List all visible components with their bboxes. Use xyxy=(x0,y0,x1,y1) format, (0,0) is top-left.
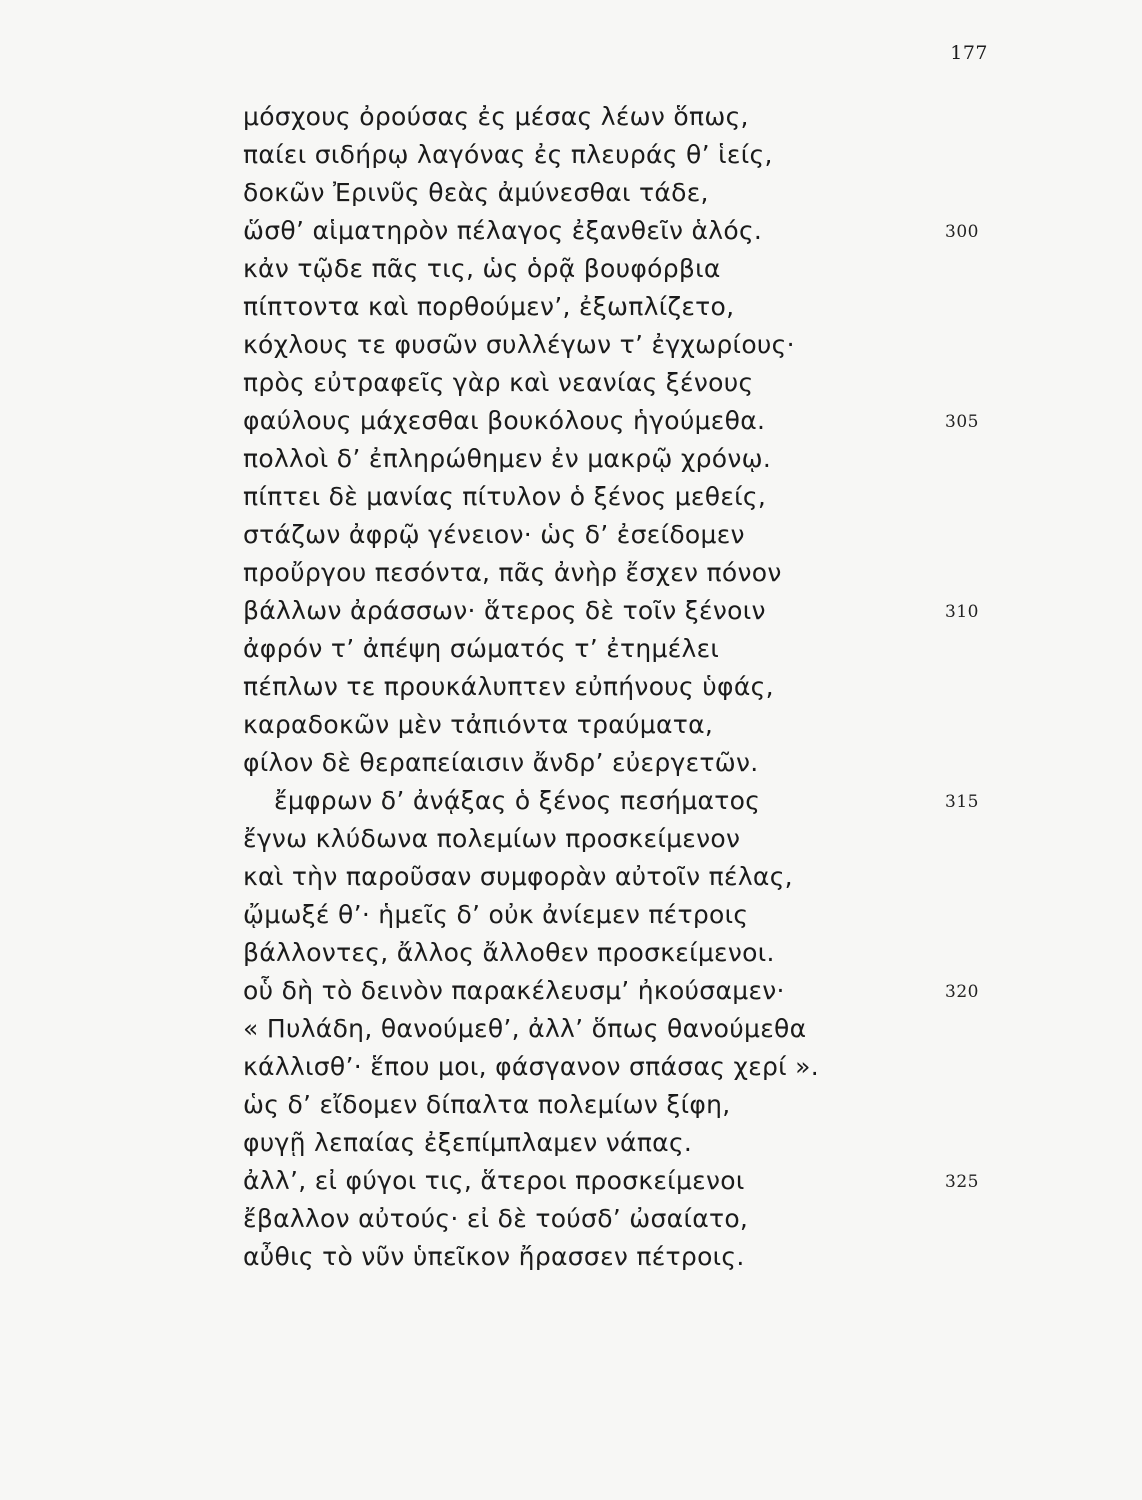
verse-line xyxy=(243,1124,923,1162)
verse-line xyxy=(243,744,923,782)
verse-line-text: προὔργου πεσόντα, πᾶς ἀνὴρ ἔσχεν πόνον xyxy=(243,558,782,587)
verse-line-text: φυγῇ λεπαίας ἐξεπίμπλαμεν νάπας. xyxy=(243,1128,693,1157)
line-number: 300 xyxy=(945,222,979,242)
verse-line-text: πέπλων τε προυκάλυπτεν εὐπήνους ὑφάς, xyxy=(243,672,774,701)
verse-line xyxy=(243,136,923,174)
verse-line xyxy=(243,1238,923,1276)
verse-line xyxy=(243,896,923,934)
verse-line-text: ἀλλ’, εἰ φύγοι τις, ἅτεροι προσκείμενοι xyxy=(243,1166,745,1195)
verse-line-text: ἔγνω κλύδωνα πολεμίων προσκείμενον xyxy=(243,824,741,853)
verse-line-text: δοκῶν Ἐρινῦς θεὰς ἀμύνεσθαι τάδε, xyxy=(243,178,709,207)
verse-line xyxy=(243,478,923,516)
verse-line xyxy=(243,250,923,288)
verse-line xyxy=(243,402,979,440)
line-number: 320 xyxy=(945,982,979,1002)
verse-line xyxy=(243,288,923,326)
verse-line-text: ὡς δ’ εἴδομεν δίπαλτα πολεμίων ξίφη, xyxy=(243,1090,731,1119)
verse-line xyxy=(243,516,923,554)
verse-line-text: βάλλων ἀράσσων· ἅτερος δὲ τοῖν ξένοιν xyxy=(243,596,766,625)
verse-line-text: ἀφρόν τ’ ἀπέψη σώματός τ’ ἐτημέλει xyxy=(243,634,720,663)
verse-line-text: βάλλοντες, ἄλλος ἄλλοθεν προσκείμενοι. xyxy=(243,938,775,967)
verse-line-text: κἀν τῷδε πᾶς τις, ὡς ὁρᾷ βουφόρβια xyxy=(243,254,721,283)
verse-line xyxy=(243,1200,923,1238)
verse-line-text: « Πυλάδη, θανούμεθ’, ἀλλ’ ὅπως θανούμεθα xyxy=(243,1014,807,1043)
verse-line xyxy=(243,1048,923,1086)
verse-line-text: πίπτει δὲ μανίας πίτυλον ὁ ξένος μεθείς, xyxy=(243,482,767,511)
line-number: 310 xyxy=(945,602,979,622)
verse-line xyxy=(243,1010,923,1048)
verse-line-text: πίπτοντα καὶ πορθούμεν’, ἐξωπλίζετο, xyxy=(243,292,735,321)
verse-line xyxy=(243,212,979,250)
line-number: 315 xyxy=(945,792,979,812)
verse-line xyxy=(243,592,979,630)
verse-line-text: καὶ τὴν παροῦσαν συμφορὰν αὐτοῖν πέλας, xyxy=(243,862,793,891)
verse-line-text: φαύλους μάχεσθαι βουκόλους ἡγούμεθα. xyxy=(243,406,766,435)
verse-line xyxy=(243,630,923,668)
verse-line-text: στάζων ἀφρῷ γένειον· ὡς δ’ ἐσείδομεν xyxy=(243,520,745,549)
verse-line-text: φίλον δὲ θεραπείαισιν ἄνδρ’ εὐεργετῶν. xyxy=(243,748,759,777)
verse-line-text: ὥσθ’ αἱματηρὸν πέλαγος ἐξανθεῖν ἁλός. xyxy=(243,216,763,245)
verse-text-block xyxy=(243,98,979,1276)
line-number: 325 xyxy=(945,1172,979,1192)
verse-line xyxy=(243,782,979,820)
verse-line xyxy=(243,440,923,478)
verse-line-text: κόχλους τε φυσῶν συλλέγων τ’ ἐγχωρίους· xyxy=(243,330,795,359)
verse-line-text: κάλλισθ’· ἕπου μοι, φάσγανον σπάσας χερί ». xyxy=(243,1052,820,1081)
verse-line xyxy=(243,326,923,364)
verse-line-text: πολλοὶ δ’ ἐπληρώθημεν ἐν μακρῷ χρόνῳ. xyxy=(243,444,772,473)
line-number: 305 xyxy=(945,412,979,432)
verse-line-text: παίει σιδήρῳ λαγόνας ἐς πλευράς θ’ ἱείς, xyxy=(243,140,773,169)
verse-line-text: ἔβαλλον αὐτούς· εἰ δὲ τούσδ’ ὠσαίατο, xyxy=(243,1204,749,1233)
verse-line-text: μόσχους ὀρούσας ἐς μέσας λέων ὅπως, xyxy=(243,102,749,131)
page-number: 177 xyxy=(950,42,988,64)
verse-line xyxy=(243,364,923,402)
verse-line xyxy=(243,706,923,744)
verse-line xyxy=(243,858,923,896)
verse-line xyxy=(243,934,923,972)
verse-line-text: οὗ δὴ τὸ δεινὸν παρακέλευσμ’ ἠκούσαμεν· xyxy=(243,976,785,1005)
verse-line xyxy=(243,668,923,706)
verse-line-text: αὖθις τὸ νῦν ὑπεῖκον ἤρασσεν πέτροις. xyxy=(243,1242,745,1271)
verse-line xyxy=(243,1162,979,1200)
verse-line-text: καραδοκῶν μὲν τἀπιόντα τραύματα, xyxy=(243,710,714,739)
verse-line xyxy=(243,554,923,592)
verse-line-text: ᾤμωξέ θ’· ἡμεῖς δ’ οὐκ ἀνίεμεν πέτροις xyxy=(243,900,749,929)
verse-line xyxy=(243,98,923,136)
verse-line xyxy=(243,1086,923,1124)
verse-line-text: ἔμφρων δ’ ἀνᾴξας ὁ ξένος πεσήματος xyxy=(274,786,761,815)
verse-line xyxy=(243,820,923,858)
verse-line-text: πρὸς εὐτραφεῖς γὰρ καὶ νεανίας ξένους xyxy=(243,368,754,397)
verse-line xyxy=(243,174,923,212)
verse-line xyxy=(243,972,979,1010)
